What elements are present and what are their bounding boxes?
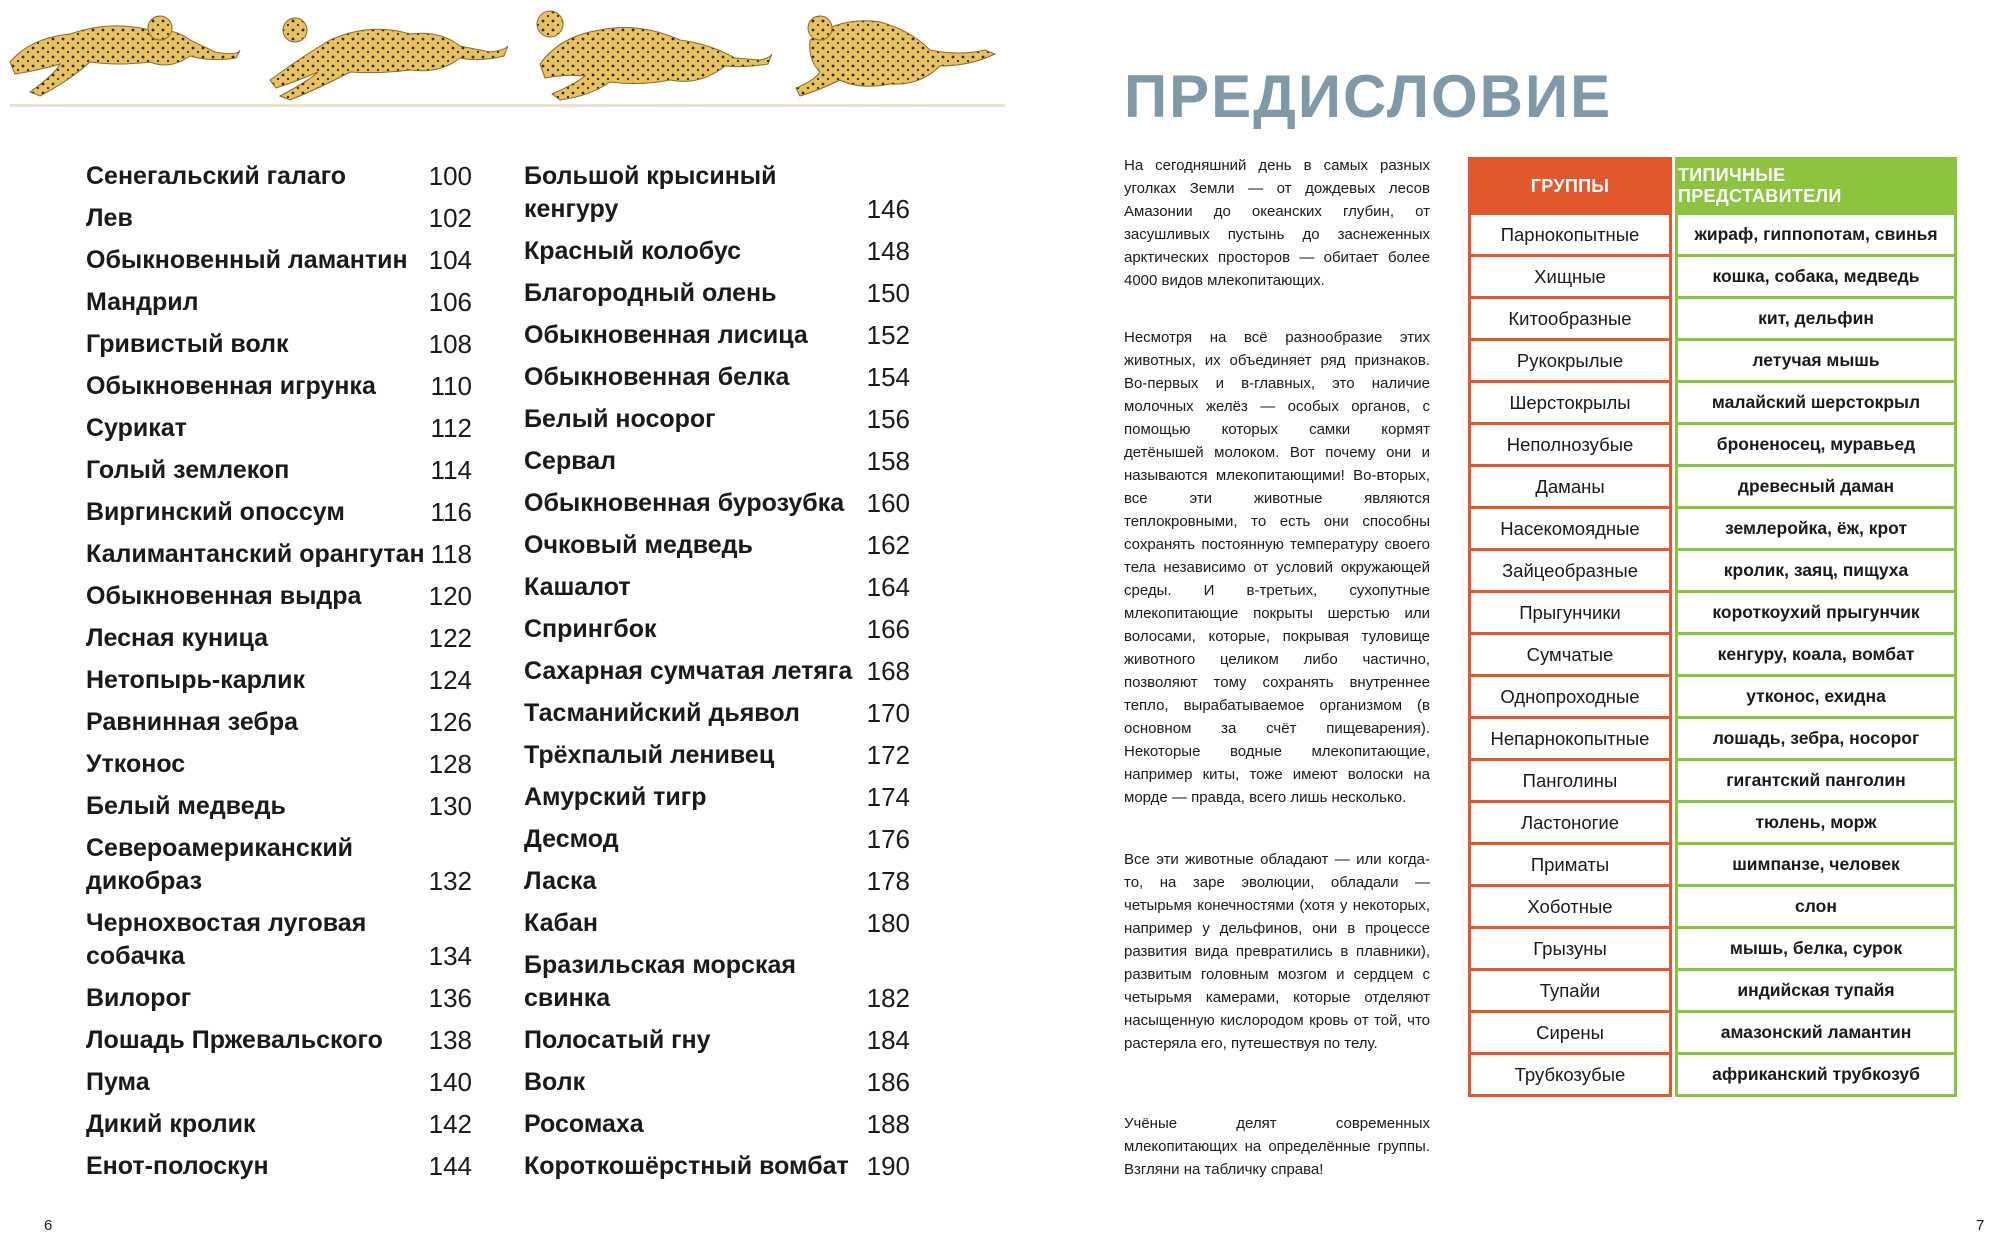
toc-entry xyxy=(86,160,472,193)
representative-cell: мышь, белка, сурок xyxy=(1678,926,1954,968)
toc-entry-title: Калимантанский орангутан xyxy=(86,540,425,568)
cheetah-2-icon xyxy=(270,18,508,100)
toc-entry-page: 186 xyxy=(866,1067,910,1097)
toc-entry xyxy=(524,739,910,772)
toc-entry-title: Североамериканский дикобраз xyxy=(86,834,354,895)
toc-entry-page: 184 xyxy=(866,1025,910,1055)
toc-entry xyxy=(524,235,910,268)
toc-entry-page: 146 xyxy=(866,194,910,224)
groups-column xyxy=(1468,157,1672,1097)
toc-entry-title: Амурский тигр xyxy=(524,783,707,811)
toc-entry-page: 180 xyxy=(866,908,910,938)
toc-entry-title: Дикий кролик xyxy=(86,1110,256,1138)
toc-entry xyxy=(524,949,910,1015)
group-cell: Шерстокрылы xyxy=(1471,380,1669,422)
toc-entry xyxy=(86,1066,472,1099)
representative-cell: лошадь, зебра, носорог xyxy=(1678,716,1954,758)
toc-entry xyxy=(524,1024,910,1057)
representative-cell: жираф, гиппопотам, свинья xyxy=(1678,212,1954,254)
representative-cell: индийская тупайя xyxy=(1678,968,1954,1010)
toc-entry xyxy=(524,613,910,646)
group-cell: Однопроходные xyxy=(1471,674,1669,716)
page-number-left: 6 xyxy=(44,1217,53,1234)
toc-entry-page: 178 xyxy=(866,866,910,896)
toc-entry-title: Лев xyxy=(86,204,133,232)
toc-entry-page: 140 xyxy=(428,1067,472,1097)
toc-entry xyxy=(524,445,910,478)
group-cell: Хищные xyxy=(1471,254,1669,296)
toc-entry-page: 134 xyxy=(428,941,472,971)
toc-entry-title: Сахарная сумчатая летяга xyxy=(524,657,853,685)
toc-entry-title: Красный колобус xyxy=(524,237,742,265)
toc-entry-page: 172 xyxy=(866,740,910,770)
toc-entry xyxy=(86,454,472,487)
toc-entry-title: Лесная куница xyxy=(86,624,269,652)
groups-header: ГРУППЫ xyxy=(1471,160,1669,212)
toc-entry-page: 130 xyxy=(428,791,472,821)
toc-entry-page: 142 xyxy=(428,1109,472,1139)
group-cell: Сумчатые xyxy=(1471,632,1669,674)
toc-entry-title: Сенегальский галаго xyxy=(86,162,347,190)
toc-entry xyxy=(524,1150,910,1183)
toc-entry-title: Обыкновенная бурозубка xyxy=(524,489,845,517)
representative-cell: тюлень, морж xyxy=(1678,800,1954,842)
toc-entry xyxy=(524,907,910,940)
representative-cell: африканский трубкозуб xyxy=(1678,1052,1954,1094)
group-cell: Парнокопытные xyxy=(1471,212,1669,254)
toc-entry-page: 108 xyxy=(428,329,472,359)
toc-entry xyxy=(86,832,472,898)
toc-entry-page: 122 xyxy=(428,623,472,653)
page-number-right: 7 xyxy=(1976,1217,1985,1234)
toc-entry-title: Тасманийский дьявол xyxy=(524,699,800,727)
toc-entry-title: Бразильская морская свинка xyxy=(524,951,796,1012)
toc-entry xyxy=(86,706,472,739)
toc-entry xyxy=(86,202,472,235)
frieze-ground-line xyxy=(10,104,1005,107)
toc-entry-title: Гривистый волк xyxy=(86,330,289,358)
toc-entry-title: Виргинский опоссум xyxy=(86,498,345,526)
toc-entry-page: 170 xyxy=(866,698,910,728)
toc-entry-page: 100 xyxy=(428,161,472,191)
representative-cell: шимпанзе, человек xyxy=(1678,842,1954,884)
toc-entry-page: 112 xyxy=(430,413,472,443)
representative-cell: кролик, заяц, пищуха xyxy=(1678,548,1954,590)
group-cell: Неполнозубые xyxy=(1471,422,1669,464)
cheetah-1-icon xyxy=(10,16,240,96)
toc-entry xyxy=(86,982,472,1015)
toc-entry-title: Волк xyxy=(524,1068,586,1096)
toc-entry-title: Росомаха xyxy=(524,1110,644,1138)
toc-entry-page: 160 xyxy=(866,488,910,518)
toc-entry xyxy=(524,319,910,352)
group-cell: Тупайи xyxy=(1471,968,1669,1010)
toc-entry xyxy=(86,1108,472,1141)
toc-entry-page: 176 xyxy=(866,824,910,854)
cheetah-3-icon xyxy=(537,11,772,100)
toc-entry-title: Равнинная зебра xyxy=(86,708,299,736)
page-title: ПРЕДИСЛОВИЕ xyxy=(1124,63,1613,130)
toc-entry-page: 102 xyxy=(428,203,472,233)
toc-entry-page: 158 xyxy=(866,446,910,476)
group-cell: Трубкозубые xyxy=(1471,1052,1669,1094)
toc-entry-page: 120 xyxy=(428,581,472,611)
toc-entry-page: 164 xyxy=(866,572,910,602)
toc-entry xyxy=(524,1066,910,1099)
toc-entry-title: Обыкновенная белка xyxy=(524,363,790,391)
toc-entry-title: Большой крысиный кенгуру xyxy=(524,162,777,223)
group-cell: Рукокрылые xyxy=(1471,338,1669,380)
group-cell: Грызуны xyxy=(1471,926,1669,968)
toc-entry-page: 132 xyxy=(428,866,472,896)
toc-entry-title: Пума xyxy=(86,1068,150,1096)
toc-entry xyxy=(524,781,910,814)
toc-entry-page: 152 xyxy=(866,320,910,350)
toc-entry-title: Белый носорог xyxy=(524,405,716,433)
toc-entry xyxy=(86,244,472,277)
preface-paragraph-1: На сегодняшний день в самых разных уголках Земли — от дождевых лесов Амазонии до океанских глубин, от засушливых пустынь до заснеженных арктических просторов — обитает более 4000 видов млекопитающих. xyxy=(1124,157,1430,289)
group-cell: Непарнокопытные xyxy=(1471,716,1669,758)
toc-entry-page: 116 xyxy=(430,497,472,527)
toc-entry-page: 154 xyxy=(866,362,910,392)
representative-cell: древесный даман xyxy=(1678,464,1954,506)
toc-entry-title: Голый землекоп xyxy=(86,456,290,484)
toc-entry xyxy=(86,748,472,781)
toc-entry-title: Трёхпалый ленивец xyxy=(524,741,775,769)
toc-entry-page: 166 xyxy=(866,614,910,644)
toc-entry-title: Лошадь Пржевальского xyxy=(86,1026,383,1054)
toc-entry-title: Нетопырь-карлик xyxy=(86,666,306,694)
toc-entry-page: 148 xyxy=(866,236,910,266)
toc-entry xyxy=(524,361,910,394)
toc-entry xyxy=(524,571,910,604)
toc-entry-page: 150 xyxy=(866,278,910,308)
toc-entry xyxy=(86,370,472,403)
toc-entry-page: 188 xyxy=(866,1109,910,1139)
toc-entry xyxy=(524,403,910,436)
toc-entry-title: Полосатый гну xyxy=(524,1026,711,1054)
preface-paragraph-4: Учёные делят современных млекопитающих на определённые группы. Взгляни на табличку справа! xyxy=(1124,1115,1430,1178)
toc-entry-title: Обыкновенная игрунка xyxy=(86,372,376,400)
toc-entry-page: 114 xyxy=(430,455,472,485)
toc-entry xyxy=(524,487,910,520)
toc-entry xyxy=(524,865,910,898)
representative-cell: малайский шерстокрыл xyxy=(1678,380,1954,422)
group-cell: Китообразные xyxy=(1471,296,1669,338)
toc-entry xyxy=(524,529,910,562)
toc-entry-page: 136 xyxy=(428,983,472,1013)
toc-entry-page: 138 xyxy=(428,1025,472,1055)
toc-entry-page: 162 xyxy=(866,530,910,560)
toc-entry-page: 104 xyxy=(428,245,472,275)
toc-entry-title: Вилорог xyxy=(86,984,192,1012)
group-cell: Прыгунчики xyxy=(1471,590,1669,632)
toc-entry-title: Обыкновенная лисица xyxy=(524,321,808,349)
toc-entry-title: Очковый медведь xyxy=(524,531,753,559)
representative-cell: короткоухий прыгунчик xyxy=(1678,590,1954,632)
group-cell: Сирены xyxy=(1471,1010,1669,1052)
preface-paragraph-2: Несмотря на всё разнообразие этих животных, их объединяет ряд признаков. Во-первых и в-главных, это наличие молочных желёз — особых органов, с помощью которых самки кормят детёнышей молоком. Вот почему они и называются млекопитающими! Во-вторых, все эти животные являются теплокровными, то есть они способны сохранять постоянную температуру своего тела независимо от условий окружающей среды. И в-третьих, сухопутные млекопитающие покрыты шерстью или волосами, которые, покрывая туловище животного целиком либо частично, позволяют тому сохранять внутреннее тепло, вырабатываемое организмом (в основном за счёт пищеварения). Некоторые водные млекопитающие, например киты, тоже имеют волоски на морде — правда, всего лишь несколько. xyxy=(1124,329,1430,806)
toc-entry xyxy=(524,1108,910,1141)
toc-entry-page: 128 xyxy=(428,749,472,779)
group-cell: Панголины xyxy=(1471,758,1669,800)
toc-entry-page: 118 xyxy=(430,539,472,569)
representative-cell: кошка, собака, медведь xyxy=(1678,254,1954,296)
cheetah-frieze-illustration xyxy=(0,0,1005,118)
representative-cell: слон xyxy=(1678,884,1954,926)
toc-entry-page: 156 xyxy=(866,404,910,434)
toc-entry-title: Сурикат xyxy=(86,414,187,442)
toc-entry xyxy=(524,823,910,856)
representative-cell: кенгуру, коала, вомбат xyxy=(1678,632,1954,674)
toc-entry xyxy=(86,1150,472,1183)
toc-entry-page: 190 xyxy=(866,1151,910,1181)
group-cell: Хоботные xyxy=(1471,884,1669,926)
toc-entry-title: Чернохвостая луговая собачка xyxy=(86,909,367,970)
toc-entry-title: Сервал xyxy=(524,447,617,475)
group-cell: Приматы xyxy=(1471,842,1669,884)
representatives-column xyxy=(1675,157,1957,1097)
toc-entry-page: 182 xyxy=(866,983,910,1013)
toc-entry xyxy=(524,655,910,688)
toc-entry-title: Обыкновенный ламантин xyxy=(86,246,408,274)
toc-entry xyxy=(86,790,472,823)
toc-entry-title: Енот-полоскун xyxy=(86,1152,269,1180)
toc-entry xyxy=(86,496,472,529)
representatives-header: ТИПИЧНЫЕ ПРЕДСТАВИТЕЛИ xyxy=(1678,160,1954,212)
toc-entry-page: 174 xyxy=(866,782,910,812)
toc-entry xyxy=(524,277,910,310)
toc-entry xyxy=(86,622,472,655)
toc-entry-page: 106 xyxy=(428,287,472,317)
toc-entry xyxy=(86,412,472,445)
toc-entry xyxy=(86,664,472,697)
cheetah-4-icon xyxy=(796,16,995,96)
toc-entry-page: 168 xyxy=(866,656,910,686)
representative-cell: кит, дельфин xyxy=(1678,296,1954,338)
toc-entry-title: Благородный олень xyxy=(524,279,777,307)
toc-entry-page: 110 xyxy=(430,371,472,401)
toc-entry xyxy=(86,538,472,571)
representative-cell: гигантский панголин xyxy=(1678,758,1954,800)
toc-column-2 xyxy=(524,160,910,1192)
toc-entry-title: Белый медведь xyxy=(86,792,286,820)
toc-entry xyxy=(86,907,472,973)
toc-column-1 xyxy=(86,160,472,1192)
representative-cell: броненосец, муравьед xyxy=(1678,422,1954,464)
toc-entry-title: Спрингбок xyxy=(524,615,657,643)
toc-entry-title: Кабан xyxy=(524,909,598,937)
representative-cell: утконос, ехидна xyxy=(1678,674,1954,716)
toc-entry-page: 124 xyxy=(428,665,472,695)
toc-entry-title: Кашалот xyxy=(524,573,631,601)
toc-entry xyxy=(86,580,472,613)
toc-entry-title: Мандрил xyxy=(86,288,199,316)
toc-entry xyxy=(524,160,910,226)
representative-cell: землеройка, ёж, крот xyxy=(1678,506,1954,548)
toc-entry xyxy=(86,286,472,319)
toc-entry-title: Утконос xyxy=(86,750,186,778)
group-cell: Даманы xyxy=(1471,464,1669,506)
group-cell: Ластоногие xyxy=(1471,800,1669,842)
toc-entry xyxy=(524,697,910,730)
toc-entry-page: 126 xyxy=(428,707,472,737)
toc-entry xyxy=(86,1024,472,1057)
group-cell: Зайцеобразные xyxy=(1471,548,1669,590)
toc-entry-page: 144 xyxy=(428,1151,472,1181)
group-cell: Насекомоядные xyxy=(1471,506,1669,548)
representative-cell: амазонский ламантин xyxy=(1678,1010,1954,1052)
toc-entry-title: Ласка xyxy=(524,867,597,895)
toc-entry-title: Обыкновенная выдра xyxy=(86,582,362,610)
preface-paragraph-3: Все эти животные обладают — или когда-то, на заре эволюции, обладали — четырьмя конечностями (хотя у некоторых, например у дельфинов, они в процессе развития вида превратились в плавники), развитым головным мозгом и сердцем с четырьмя камерами, которые отделяют насыщенную кислородом кровь от той, что растеряла его, путешествуя по телу. xyxy=(1124,851,1430,1052)
toc-entry-title: Десмод xyxy=(524,825,619,853)
toc-entry-title: Короткошёрстный вомбат xyxy=(524,1152,849,1180)
toc-entry xyxy=(86,328,472,361)
representative-cell: летучая мышь xyxy=(1678,338,1954,380)
